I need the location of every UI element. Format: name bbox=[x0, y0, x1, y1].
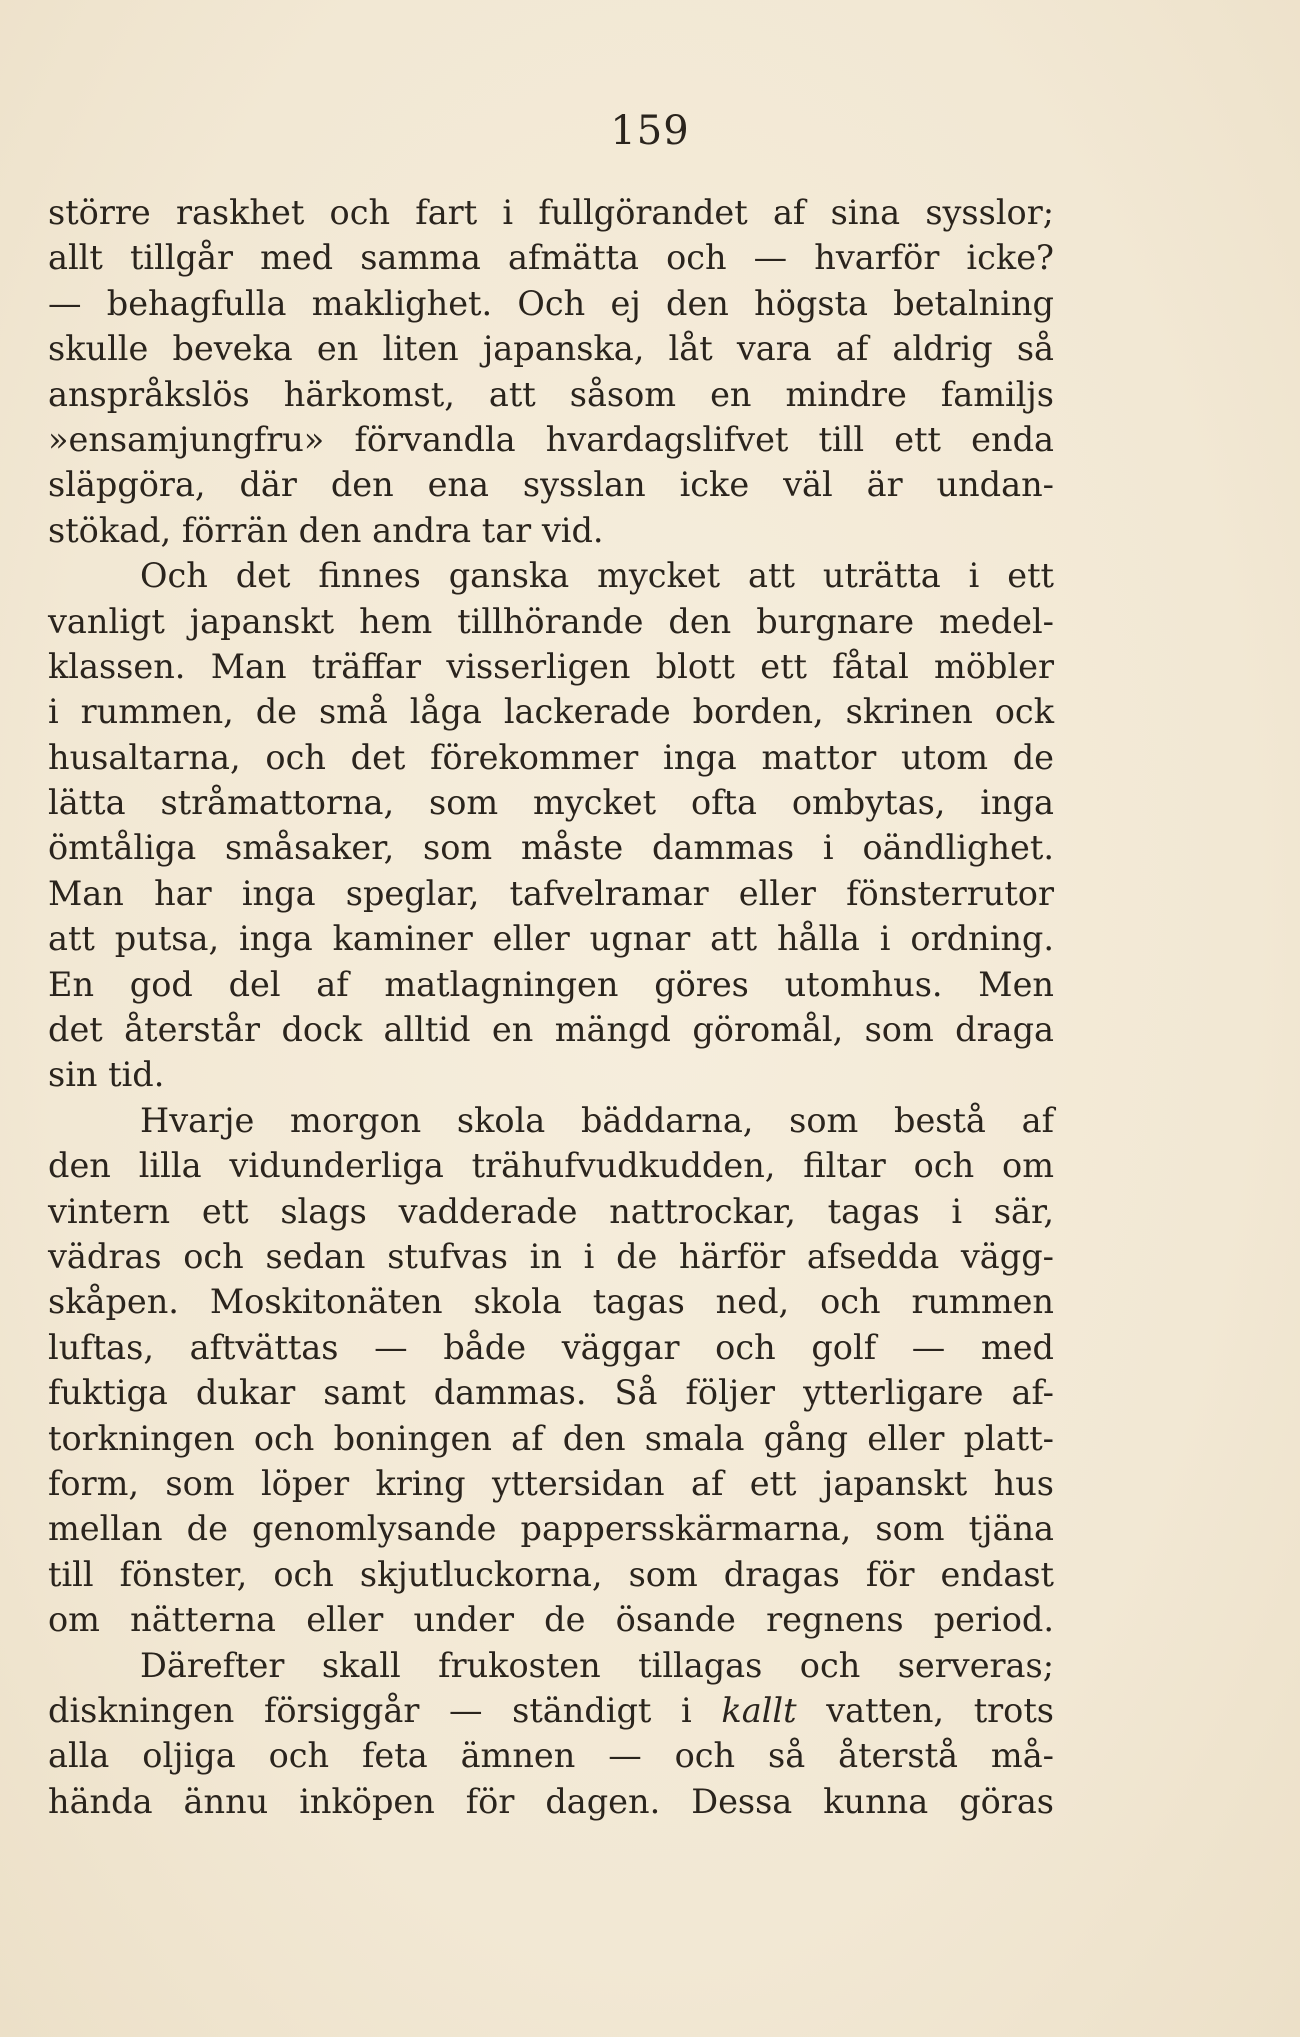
text-line: den lilla vidunderliga trähufvudkudden, filtar och om bbox=[48, 1146, 1054, 1186]
text-line: alla oljiga och feta ämnen — och så återstå må- bbox=[48, 1736, 1054, 1776]
text-segment: diskningen försiggår — ständigt i bbox=[48, 1690, 722, 1730]
text-segment: vatten, trots bbox=[796, 1690, 1055, 1730]
text-line: skåpen. Moskitonäten skola tagas ned, och rummen bbox=[48, 1282, 1054, 1322]
text-line: klassen. Man träffar visserligen blott ett fåtal möbler bbox=[48, 646, 1054, 686]
text-line: mellan de genomlysande pappersskärmarna, som tjäna bbox=[48, 1509, 1054, 1549]
paragraph-last-line: sin tid. bbox=[48, 1055, 165, 1095]
text-line: skulle beveka en liten japanska, låt vara af aldrig så bbox=[48, 329, 1054, 369]
text-line: hända ännu inköpen för dagen. Dessa kunna göras bbox=[48, 1781, 1054, 1821]
text-line: form, som löper kring yttersidan af ett japanskt hus bbox=[48, 1463, 1054, 1503]
text-line: vanligt japanskt hem tillhörande den burgnare medel- bbox=[48, 601, 1054, 641]
text-line: om nätterna eller under de ösande regnens period. bbox=[48, 1600, 1054, 1640]
text-line: fuktiga dukar samt dammas. Så följer ytterligare af- bbox=[48, 1373, 1054, 1413]
page-number: 159 bbox=[610, 108, 690, 154]
text-line: Man har inga speglar, tafvelramar eller fönsterrutor bbox=[48, 873, 1054, 913]
text-line: till fönster, och skjutluckorna, som dragas för endast bbox=[48, 1554, 1054, 1594]
text-line: större raskhet och fart i fullgörandet af sina sysslor; bbox=[48, 193, 1054, 232]
text-line: ömtåliga småsaker, som måste dammas i oändlighet. bbox=[48, 828, 1054, 868]
text-line: allt tillgår med samma afmätta och — hvarför icke? bbox=[48, 238, 1054, 278]
text-line: En god del af matlagningen göres utomhus. Men bbox=[48, 964, 1054, 1004]
text-line: torkningen och boningen af den smala gång eller platt- bbox=[48, 1418, 1054, 1458]
paragraph-last-line: stökad, förrän den andra tar vid. bbox=[48, 510, 604, 550]
text-line: — behagfulla maklighet. Och ej den högsta betalning bbox=[48, 283, 1054, 323]
text-line: anspråkslös härkomst, att såsom en mindre familjs bbox=[48, 374, 1054, 414]
text-line: släpgöra, där den ena sysslan icke väl är undan- bbox=[48, 465, 1054, 505]
paragraph-first-line: Och det finnes ganska mycket att uträtta i ett bbox=[140, 556, 1054, 596]
text-line bbox=[48, 1688, 1054, 1733]
text-line: att putsa, inga kaminer eller ugnar att hålla i ordning. bbox=[48, 919, 1054, 959]
text-line: »ensamjungfru» förvandla hvardagslifvet till ett enda bbox=[48, 419, 1054, 459]
text-line: lätta stråmattorna, som mycket ofta ombytas, inga bbox=[48, 783, 1054, 823]
text-line: husaltarna, och det förekommer inga mattor utom de bbox=[48, 737, 1054, 777]
body-text bbox=[48, 190, 1054, 1824]
text-line: luftas, aftvättas — både väggar och golf — med bbox=[48, 1327, 1054, 1367]
text-line: i rummen, de små låga lackerade borden, skrinen ock bbox=[48, 692, 1054, 732]
text-line: vintern ett slags vadderade nattrockar, tagas i sär, bbox=[48, 1191, 1054, 1231]
text-line: vädras och sedan stufvas in i de härför afsedda vägg- bbox=[48, 1236, 1054, 1276]
italic-word: kallt bbox=[721, 1690, 797, 1730]
paragraph-first-line: Hvarje morgon skola bäddarna, som bestå af bbox=[140, 1100, 1054, 1140]
paragraph-first-line: Därefter skall frukosten tillagas och serveras; bbox=[140, 1645, 1054, 1685]
text-line: det återstår dock alltid en mängd göromål, som draga bbox=[48, 1010, 1054, 1050]
